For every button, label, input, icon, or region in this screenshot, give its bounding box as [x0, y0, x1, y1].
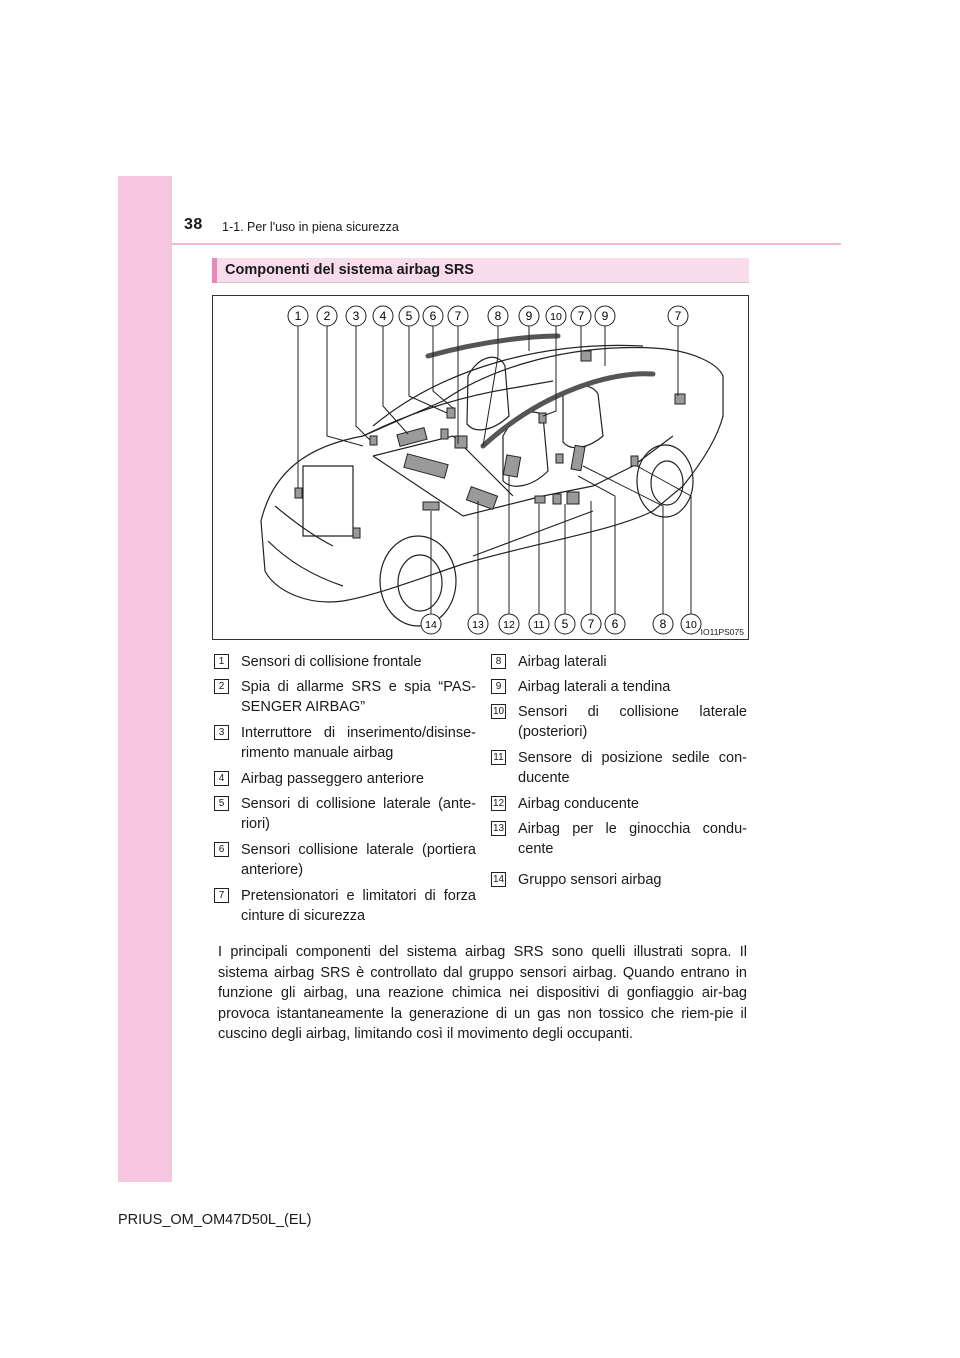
chapter-side-band — [118, 176, 172, 1182]
front-sensor-right — [353, 528, 360, 538]
callout-top-3 — [346, 306, 366, 326]
svg-text:9: 9 — [525, 309, 533, 323]
legend-number: 9 — [491, 679, 506, 694]
svg-text:11: 11 — [533, 619, 545, 631]
svg-text:7: 7 — [577, 309, 585, 323]
legend-text: Sensori di collisione laterale (ante-riori) — [241, 796, 476, 832]
legend-number: 6 — [214, 842, 229, 857]
car-front-grille — [268, 541, 343, 586]
svg-text:13: 13 — [472, 619, 484, 631]
svg-text:10: 10 — [550, 311, 562, 323]
svg-text:10: 10 — [685, 619, 697, 631]
heading-accent — [212, 258, 217, 283]
heading-bar — [212, 258, 749, 283]
legend-item — [214, 769, 476, 789]
section-title: 1-1. Per l'uso in piena sicurezza — [222, 220, 399, 234]
legend-number: 11 — [491, 750, 506, 765]
callout-bottom-11 — [529, 614, 549, 634]
legend-number: 10 — [492, 706, 505, 717]
legend-number: 13 — [492, 823, 505, 834]
legend-item — [214, 886, 476, 926]
svg-text:6: 6 — [429, 309, 437, 323]
legend-number: 4 — [214, 771, 229, 786]
legend-item — [214, 723, 476, 763]
svg-text:7: 7 — [587, 617, 595, 631]
callout-top-4 — [373, 306, 393, 326]
legend-item — [491, 652, 747, 672]
svg-text:5: 5 — [561, 617, 569, 631]
legend-text: Sensore di posizione sedile con-ducente — [518, 750, 747, 786]
knee-airbag-module — [466, 487, 497, 510]
svg-text:4: 4 — [379, 309, 387, 323]
legend-item — [491, 677, 747, 697]
legend-item — [491, 748, 747, 788]
callout-bottom-8 — [653, 614, 673, 634]
airbag-wiring — [303, 436, 673, 536]
airbag-components-figure — [212, 295, 749, 640]
legend-item — [214, 794, 476, 834]
legend-text: Airbag passeggero anteriore — [241, 771, 424, 787]
callout-top-2 — [317, 306, 337, 326]
legend-item — [491, 702, 747, 742]
svg-text:3: 3 — [352, 309, 360, 323]
legend-text: Sensori collisione laterale (portiera anteriore) — [241, 842, 476, 878]
legend-item — [214, 677, 476, 717]
svg-text:7: 7 — [454, 309, 462, 323]
car-illustration — [213, 296, 748, 639]
legend-text: Spia di allarme SRS e spia “PAS-SENGER AIRBAG” — [241, 679, 476, 715]
legend-number: 12 — [492, 798, 505, 809]
callout-bottom-13 — [468, 614, 488, 634]
legend-number: 14 — [492, 874, 505, 885]
svg-text:7: 7 — [674, 309, 682, 323]
figure-code: IO11PS075 — [700, 627, 744, 637]
legend-item — [491, 794, 747, 814]
callout-bottom-10 — [681, 614, 701, 634]
svg-text:9: 9 — [601, 309, 609, 323]
side-airbag-rear — [571, 445, 585, 470]
svg-text:5: 5 — [405, 309, 413, 323]
heading-title: Componenti del sistema airbag SRS — [225, 262, 474, 278]
side-airbag-front — [503, 455, 520, 477]
svg-text:1: 1 — [294, 309, 302, 323]
callout-top-11 — [571, 306, 591, 326]
callout-top-10 — [546, 306, 566, 326]
legend-text: Gruppo sensori airbag — [518, 872, 662, 888]
sensor-assembly — [423, 502, 439, 510]
legend-text: Interruttore di inserimento/disinse-rimento manuale airbag — [241, 725, 476, 761]
callouts-bottom — [421, 614, 701, 634]
header-rule — [172, 243, 841, 245]
callout-top-8 — [488, 306, 508, 326]
page-number: 38 — [184, 216, 203, 233]
callout-top-6 — [423, 306, 443, 326]
legend-text: Airbag per le ginocchia condu-cente — [518, 821, 747, 857]
legend-text: Sensori di collisione laterale (posteriori) — [518, 704, 747, 740]
legend-text: Airbag laterali — [518, 654, 607, 670]
svg-text:8: 8 — [659, 617, 667, 631]
callout-top-9 — [519, 306, 539, 326]
rear-seat — [563, 386, 603, 448]
callout-bottom-5 — [555, 614, 575, 634]
legend-number: 3 — [214, 725, 229, 740]
front-wheel — [380, 536, 456, 626]
svg-text:8: 8 — [494, 309, 502, 323]
callout-top-7 — [448, 306, 468, 326]
legend-number: 8 — [491, 654, 506, 669]
legend-item — [214, 840, 476, 880]
legend-item — [491, 819, 747, 859]
footer-document-code: PRIUS_OM_OM47D50L_(EL) — [118, 1212, 312, 1228]
svg-text:12: 12 — [503, 619, 515, 631]
legend-text: Pretensionatori e limitatori di forza cinture di sicurezza — [241, 888, 476, 924]
legend-text: Airbag laterali a tendina — [518, 679, 671, 695]
legend-number: 7 — [214, 888, 229, 903]
callout-bottom-7 — [581, 614, 601, 634]
legend-number: 1 — [214, 654, 229, 669]
legend-item — [214, 652, 476, 672]
svg-text:2: 2 — [323, 309, 331, 323]
callout-top-5 — [399, 306, 419, 326]
callout-top-1 — [288, 306, 308, 326]
svg-text:6: 6 — [611, 617, 619, 631]
callout-bottom-14 — [421, 614, 441, 634]
legend-number: 5 — [214, 796, 229, 811]
callout-bottom-6 — [605, 614, 625, 634]
body-paragraph: I principali componenti del sistema airbag SRS sono quelli illustrati sopra. Il sistema airbag SRS è controllato dal gruppo sensori airbag. Quando entrano in funzione gli airbag, una reazione chimica nei dispositivi di gonfiaggio air-bag provoca istantaneamente la generazione di un gas non tossico che riem-pie il cuscino degli airbag, limitando così il movimento degli occupanti. — [218, 944, 747, 1042]
callouts-top — [288, 306, 688, 326]
legend-number: 2 — [214, 679, 229, 694]
front-sensor-left — [295, 488, 302, 498]
legend-text: Sensori di collisione frontale — [241, 654, 422, 670]
callout-top-12 — [595, 306, 615, 326]
callout-top-13 — [668, 306, 688, 326]
svg-text:14: 14 — [425, 619, 437, 631]
legend-text: Airbag conducente — [518, 796, 639, 812]
driver-airbag-module — [404, 454, 448, 478]
legend-item — [491, 870, 747, 890]
callout-bottom-12 — [499, 614, 519, 634]
